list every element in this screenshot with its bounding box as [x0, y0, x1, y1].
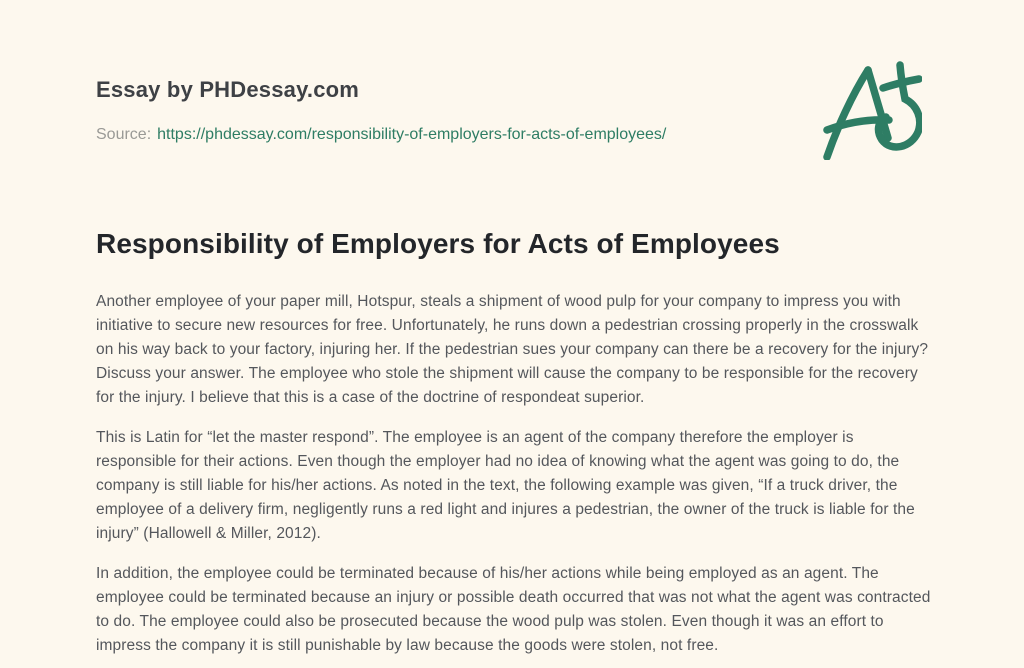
essay-paragraph-2: This is Latin for “let the master respond”. The employee is an agent of the company therefore the employer is responsible for their actions. Even though the employer had no idea of knowing what the agent was going to do, the company is still liable for his/her actions. As noted in the text, the following example was given, “If a truck driver, the employee of a delivery firm, negligently runs a red light and injures a pedestrian, the owner of the truck is liable for the injury” (Hallowell & Miller, 2012). — [96, 429, 915, 542]
essay-title: Responsibility of Employers for Acts of Employees — [96, 228, 780, 259]
page-header — [96, 76, 932, 146]
a-plus-logo — [822, 58, 922, 160]
byline: Essay by PHDessay.com — [96, 77, 360, 102]
source-link[interactable]: https://phdessay.com/responsibility-of-employers-for-acts-of-employees/ — [157, 126, 667, 143]
a-plus-logo-icon — [822, 58, 922, 160]
essay-paragraph-3: In addition, the employee could be terminated because of his/her actions while being employed as an agent. The employee could be terminated because an injury or possible death occurred that was not what the agent was contracted to do. The employee could also be prosecuted because the wood pulp was stolen. Even though it was an effort to impress the company it is still punishable by law because the goods were stolen, not free. — [96, 565, 931, 654]
source-line — [96, 124, 932, 146]
source-label: Source: — [96, 126, 152, 143]
essay-paragraph-1: Another employee of your paper mill, Hotspur, steals a shipment of wood pulp for your company to impress you with initiative to secure new resources for free. Unfortunately, he runs down a pedestrian crossing properly in the crosswalk on his way back to your factory, injuring her. If the pedestrian sues your company can there be a recovery for the injury? Discuss your answer. The employee who stole the shipment will cause the company to be responsible for the recovery for the injury. I believe that this is a case of the doctrine of respondeat superior. — [96, 293, 929, 406]
